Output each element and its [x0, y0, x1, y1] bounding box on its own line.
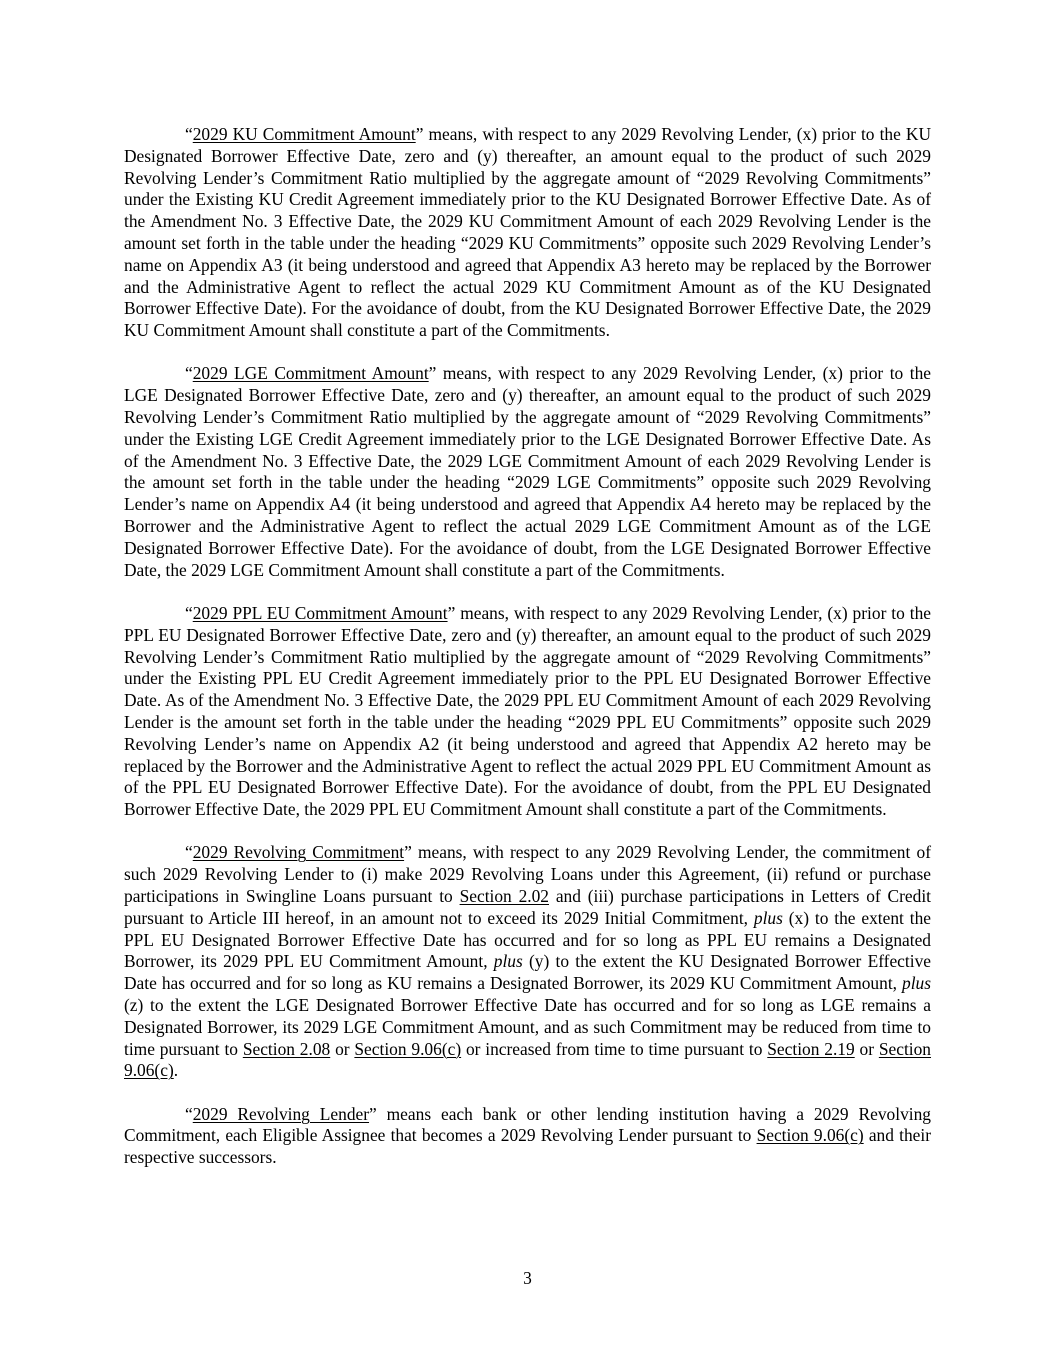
defined-term: 2029 Revolving Commitment: [192, 842, 405, 863]
open-quote: “: [185, 842, 193, 863]
defined-term: 2029 LGE Commitment Amount: [192, 363, 429, 384]
section-reference: Section 2.02: [459, 886, 549, 906]
plus-emphasis: plus: [753, 907, 783, 928]
definition-text: (y) to the extent the KU Designated Borrower Effective Date has occurred and for so long as KU remains a Designated Borrower, its 2029 KU Commitment Amount,: [124, 951, 931, 994]
section-reference: Section 2.08: [242, 1038, 331, 1059]
open-quote: “: [185, 1103, 193, 1124]
open-quote: “: [185, 363, 193, 384]
definition-text: ” means, with respect to any 2029 Revolving Lender, (x) prior to the PPL EU Designated Borrower Effective Date, zero and (y) thereafter, an amount equal to the product of such 2029 Revolving Lender’s Commitment Ratio multiplied by the aggregate amount of “2029 Revolving Commitments” under the Existing PPL EU Credit Agreement immediately prior to the PPL EU Designated Borrower Effective Date. As of the Amendment No. 3 Effective Date, the 2029 PPL EU Commitment Amount of each 2029 Revolving Lender is the amount set forth in the table under the heading “2029 PPL EU Commitments” opposite such 2029 Revolving Lender’s name on Appendix A2 (it being understood and agreed that Appendix A2 hereto may be replaced by the Borrower and the Administrative Agent to reflect the actual 2029 PPL EU Commitment Amount as of the PPL EU Designated Borrower Effective Date). For the avoidance of doubt, from the PPL EU Designated Borrower Effective Date, the 2029 PPL EU Commitment Amount shall constitute a part of the Commitments.: [124, 602, 931, 820]
section-reference: Section 9.06(c): [124, 1038, 932, 1081]
section-reference: Section 9.06(c): [756, 1125, 864, 1146]
definition-text: and (iii) purchase participations in Letters of Credit pursuant to Article III hereof, in an amount not to exceed its 2029 Initial Commitment,: [124, 886, 931, 928]
plus-emphasis: plus: [902, 973, 931, 994]
section-reference: Section 9.06(c): [354, 1038, 462, 1059]
document-body: [124, 124, 931, 1191]
open-quote: “: [185, 602, 193, 623]
plus-emphasis: plus: [493, 951, 523, 972]
definition-text: and their respective successors.: [124, 1125, 931, 1168]
open-quote: “: [185, 124, 193, 144]
definition-text: ” means, with respect to any 2029 Revolving Lender, the commitment of such 2029 Revolving Lender to (i) make 2029 Revolving Loans under this Agreement, (ii) refund or purchase participations in Swingline Loans pursuant to: [124, 842, 931, 906]
definition-2029-lge-commitment-amount: [124, 363, 931, 581]
definition-2029-revolving-lender: [124, 1104, 931, 1169]
definition-text: ” means each bank or other lending institution having a 2029 Revolving Commitment, each Eligible Assignee that becomes a 2029 Revolving Lender pursuant to: [124, 1103, 931, 1146]
defined-term: 2029 PPL EU Commitment Amount: [192, 602, 448, 623]
definition-text: (x) to the extent the PPL EU Designated Borrower Effective Date has occurred and for so long as PPL EU remains a Designated Borrower, its 2029 PPL EU Commitment Amount,: [124, 907, 931, 972]
definition-text: (z) to the extent the LGE Designated Borrower Effective Date has occurred and for so long as LGE remains a Designated Borrower, its 2029 LGE Commitment Amount, and as such Commitment may be reduced from time to time pursuant to: [124, 994, 931, 1059]
defined-term: 2029 Revolving Lender: [192, 1103, 370, 1124]
definition-2029-ku-commitment-amount: [124, 124, 931, 342]
page-number: 3: [523, 1268, 532, 1288]
definition-text: or: [330, 1038, 355, 1059]
definition-2029-ppl-eu-commitment-amount: [124, 603, 931, 821]
definition-2029-revolving-commitment: [124, 842, 931, 1082]
definition-text: .: [173, 1060, 179, 1081]
defined-term: 2029 KU Commitment Amount: [192, 124, 416, 144]
definition-text: ” means, with respect to any 2029 Revolving Lender, (x) prior to the LGE Designated Borrower Effective Date, zero and (y) thereafter, an amount equal to the product of such 2029 Revolving Lender’s Commitment Ratio multiplied by the aggregate amount of “2029 Revolving Commitments” under the Existing LGE Credit Agreement immediately prior to the LGE Designated Borrower Effective Date. As of the Amendment No. 3 Effective Date, the 2029 LGE Commitment Amount of each 2029 Revolving Lender is the amount set forth in the table under the heading “2029 LGE Commitments” opposite such 2029 Revolving Lender’s name on Appendix A4 (it being understood and agreed that Appendix A4 hereto may be replaced by the Borrower and the Administrative Agent to reflect the actual 2029 LGE Commitment Amount as of the LGE Designated Borrower Effective Date). For the avoidance of doubt, from the LGE Designated Borrower Effective Date, the 2029 LGE Commitment Amount shall constitute a part of the Commitments.: [124, 363, 931, 580]
definition-text: ” means, with respect to any 2029 Revolving Lender, (x) prior to the KU Designated Borrower Effective Date, zero and (y) thereafter, an amount equal to the product of such 2029 Revolving Lender’s Commitment Ratio multiplied by the aggregate amount of “2029 Revolving Commitments” under the Existing KU Credit Agreement immediately prior to the KU Designated Borrower Effective Date. As of the Amendment No. 3 Effective Date, the 2029 KU Commitment Amount of each 2029 Revolving Lender is the amount set forth in the table under the heading “2029 KU Commitments” opposite such 2029 Revolving Lender’s name on Appendix A3 (it being understood and agreed that Appendix A3 hereto may be replaced by the Borrower and the Administrative Agent to reflect the actual 2029 KU Commitment Amount as of the KU Designated Borrower Effective Date). For the avoidance of doubt, from the KU Designated Borrower Effective Date, the 2029 KU Commitment Amount shall constitute a part of the Commitments.: [124, 124, 931, 341]
section-reference: Section 2.19: [767, 1038, 855, 1059]
definition-text: or increased from time to time pursuant to: [461, 1038, 768, 1059]
definition-text: or: [854, 1038, 879, 1059]
